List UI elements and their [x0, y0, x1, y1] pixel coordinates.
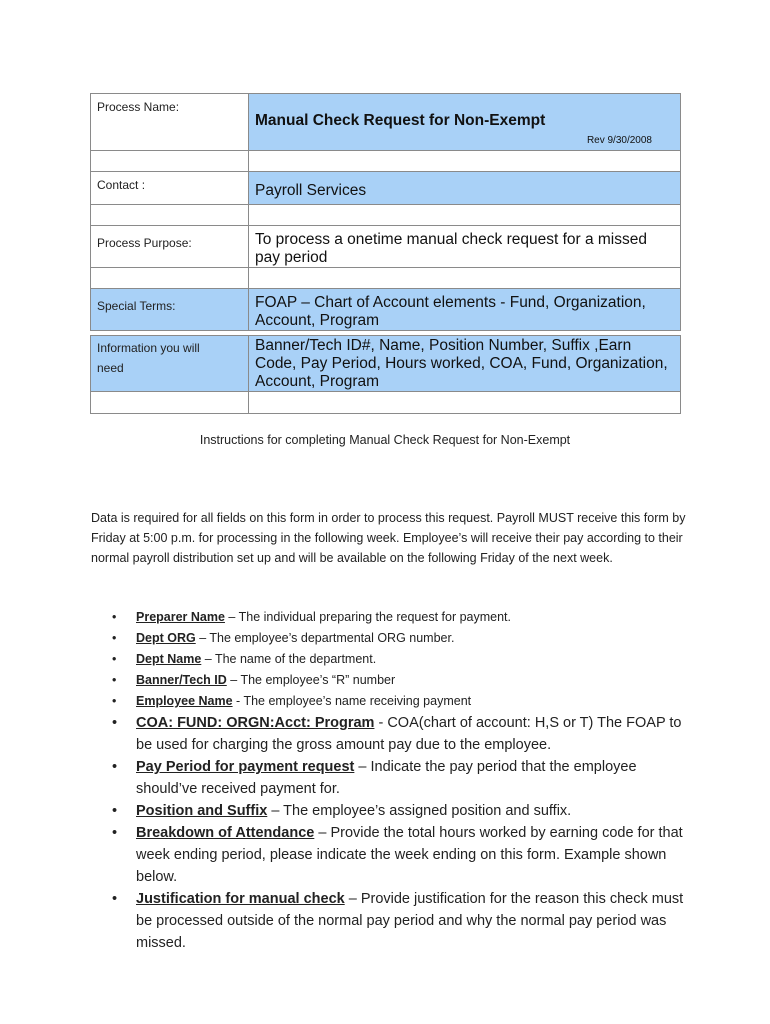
list-item: [91, 822, 691, 888]
process-name-label: Process Name:: [91, 94, 249, 151]
special-terms-value: FOAP – Chart of Account elements - Fund, Organization, Account, Program: [249, 289, 681, 331]
intro-paragraph: Data is required for all fields on this form in order to process this request. Payroll MUST receive this form by Friday at 5:00 p.m. for processing in the following week. Employee’s will receive their pay according to their normal payroll distribution set up and will be available on the following Friday of the next week.: [91, 511, 686, 565]
bullet-description: - COA(chart of account: H,S or T) The FOAP to be used for charging the gross amount pay due to the employee.: [136, 715, 682, 753]
bullet-term: Banner/Tech ID: [136, 673, 227, 687]
spacer-row: [91, 392, 681, 414]
contact-row: [91, 172, 681, 205]
bullet-icon: •: [112, 694, 117, 708]
bullet-description: – Provide justification for the reason this check must be processed outside of the normal pay period and why the normal pay period was missed.: [136, 891, 684, 951]
process-name-value: Manual Check Request for Non-Exempt: [255, 112, 546, 129]
list-item: [91, 800, 691, 822]
required-info-table: [90, 335, 681, 414]
list-item: [91, 670, 691, 691]
list-item: [91, 607, 691, 628]
bullet-description: – Indicate the pay period that the employee should’ve received payment for.: [136, 759, 637, 797]
bullet-term: COA: FUND: ORGN:Acct: Program: [136, 715, 375, 731]
bullet-icon: •: [112, 759, 118, 775]
bullet-term: Employee Name: [136, 694, 233, 708]
bullet-term: Breakdown of Attendance: [136, 825, 315, 841]
list-item: [91, 628, 691, 649]
bullet-icon: •: [112, 715, 118, 731]
special-terms-label: Special Terms:: [91, 289, 249, 331]
bullet-description: - The employee’s name receiving payment: [232, 694, 472, 708]
required-info-label: Information you will need: [91, 336, 249, 392]
bullet-icon: •: [112, 652, 117, 666]
contact-label: Contact :: [91, 172, 249, 205]
process-purpose-label: Process Purpose:: [91, 226, 249, 268]
bullet-description: – The employee’s assigned position and suffix.: [267, 803, 572, 819]
list-item: [91, 649, 691, 670]
list-item: [91, 712, 691, 756]
process-info-table: [90, 93, 681, 331]
required-info-value: Banner/Tech ID#, Name, Position Number, Suffix ,Earn Code, Pay Period, Hours worked, COA, Fund, Organization, Account, Program: [249, 336, 681, 392]
bullet-description: – The individual preparing the request for payment.: [224, 610, 512, 624]
field-instructions-list: [91, 607, 691, 954]
list-item: [91, 756, 691, 800]
bullet-icon: •: [112, 825, 118, 841]
bullet-description: – Provide the total hours worked by earning code for that week ending period, please indicate the week ending on this form. Example shown below.: [136, 825, 683, 885]
bullet-icon: •: [112, 803, 118, 819]
special-terms-row: [91, 289, 681, 331]
bullet-term: Pay Period for payment request: [136, 759, 355, 775]
process-name-row: [91, 94, 681, 151]
bullet-icon: •: [112, 891, 118, 907]
bullet-description: – The name of the department.: [201, 652, 377, 666]
spacer-row: [91, 268, 681, 289]
bullet-description: – The employee’s “R” number: [226, 673, 396, 687]
bullet-term: Justification for manual check: [136, 891, 345, 907]
spacer-row: [91, 151, 681, 172]
process-purpose-row: [91, 226, 681, 268]
list-item: [91, 888, 691, 954]
bullet-description: – The employee’s departmental ORG number.: [195, 631, 455, 645]
bullet-term: Position and Suffix: [136, 803, 268, 819]
bullet-term: Dept Name: [136, 652, 202, 666]
bullet-term: Dept ORG: [136, 631, 196, 645]
bullet-icon: •: [112, 673, 117, 687]
revision-date: Rev 9/30/2008: [586, 135, 652, 146]
process-purpose-value: To process a onetime manual check request for a missed pay period: [249, 226, 681, 268]
bullet-term: Preparer Name: [136, 610, 225, 624]
contact-value: Payroll Services: [249, 172, 681, 205]
bullet-icon: •: [112, 631, 117, 645]
spacer-row: [91, 205, 681, 226]
process-name-cell: [249, 94, 681, 151]
list-item: [91, 691, 691, 712]
instructions-title: Instructions for completing Manual Check Request for Non-Exempt: [199, 433, 571, 447]
bullet-icon: •: [112, 610, 117, 624]
required-info-row: [91, 336, 681, 392]
